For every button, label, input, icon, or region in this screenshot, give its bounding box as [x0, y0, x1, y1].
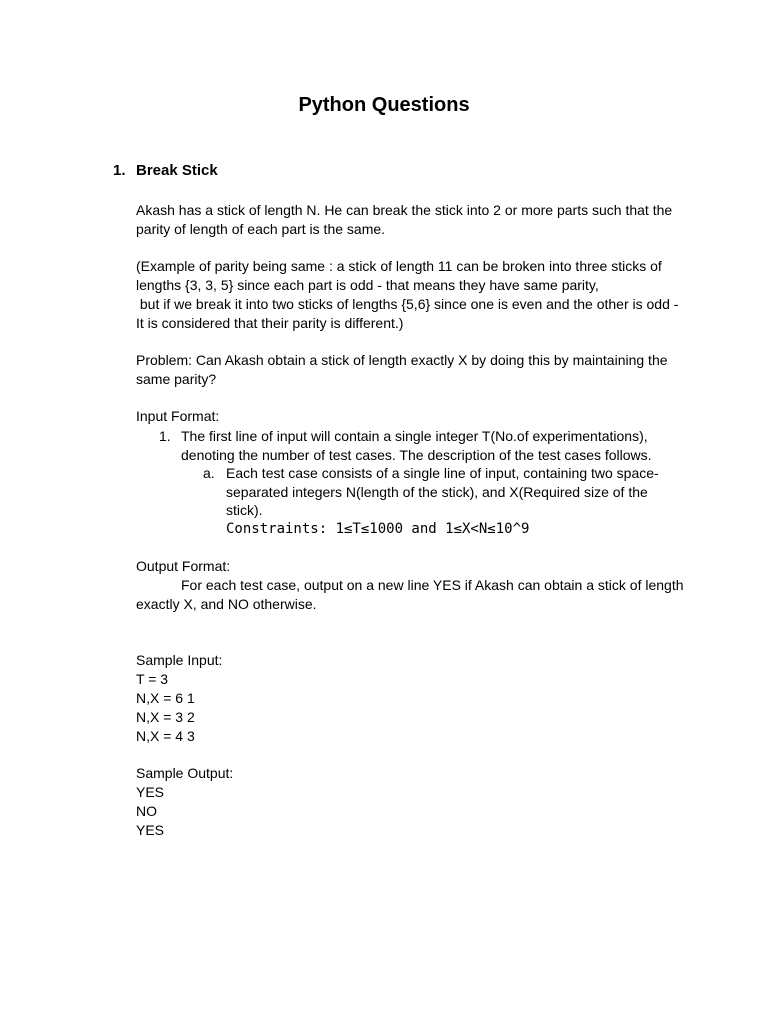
input-format-label: Input Format: — [136, 408, 220, 424]
sample-output-line: NO — [136, 803, 157, 819]
question-title: Break Stick — [136, 162, 218, 179]
sample-input-line: N,X = 6 1 — [136, 690, 195, 706]
parity-example — [136, 257, 684, 333]
example-line: (Example of parity being same : a stick of length 11 can be broken into three sticks of — [136, 258, 662, 274]
example-line: It is considered that their parity is different.) — [136, 315, 404, 331]
input-format-list-item — [159, 427, 659, 464]
sample-output-block — [136, 764, 233, 840]
sample-input-line: T = 3 — [136, 671, 169, 687]
sample-input-block — [136, 651, 222, 746]
example-line: lengths {3, 3, 5} since each part is odd - that means they have same parity, — [136, 277, 599, 293]
question-number: 1. — [113, 162, 126, 179]
output-format-label: Output Format: — [136, 558, 231, 574]
input-format-item-text: The first line of input will contain a single integer T(No.of experimentations), denoting the number of test cases. The description of the test cases follows. — [181, 428, 652, 463]
question-intro: Akash has a stick of length N. He can break the stick into 2 or more parts such that the parity of length of each part is the same. — [136, 202, 673, 237]
sample-input-line: N,X = 4 3 — [136, 728, 195, 744]
sample-output-line: YES — [136, 784, 165, 800]
list-marker: 1. — [159, 428, 171, 444]
question-heading — [113, 160, 218, 182]
constraints-line: Constraints: 1≤T≤1000 and 1≤X<N≤10^9 — [226, 521, 530, 537]
sample-output-line: YES — [136, 822, 165, 838]
sample-input-label: Sample Input: — [136, 652, 223, 668]
example-line: but if we break it into two sticks of lengths {5,6} since one is even and the other is odd - — [136, 296, 679, 312]
input-format-sub-text: Each test case consists of a single line of input, containing two space-separated integers N(length of the stick), and X(Required size of the stick). — [226, 465, 659, 518]
sub-list-marker: a. — [203, 465, 215, 481]
sample-output-label: Sample Output: — [136, 765, 234, 781]
problem-statement: Problem: Can Akash obtain a stick of length exactly X by doing this by maintaining the same parity? — [136, 352, 668, 387]
sample-input-line: N,X = 3 2 — [136, 709, 195, 725]
input-format-sub-item — [203, 464, 663, 520]
output-format-text: For each test case, output on a new line YES if Akash can obtain a stick of length exactly X, and NO otherwise. — [136, 577, 684, 612]
document-title: Python Questions — [298, 94, 470, 116]
